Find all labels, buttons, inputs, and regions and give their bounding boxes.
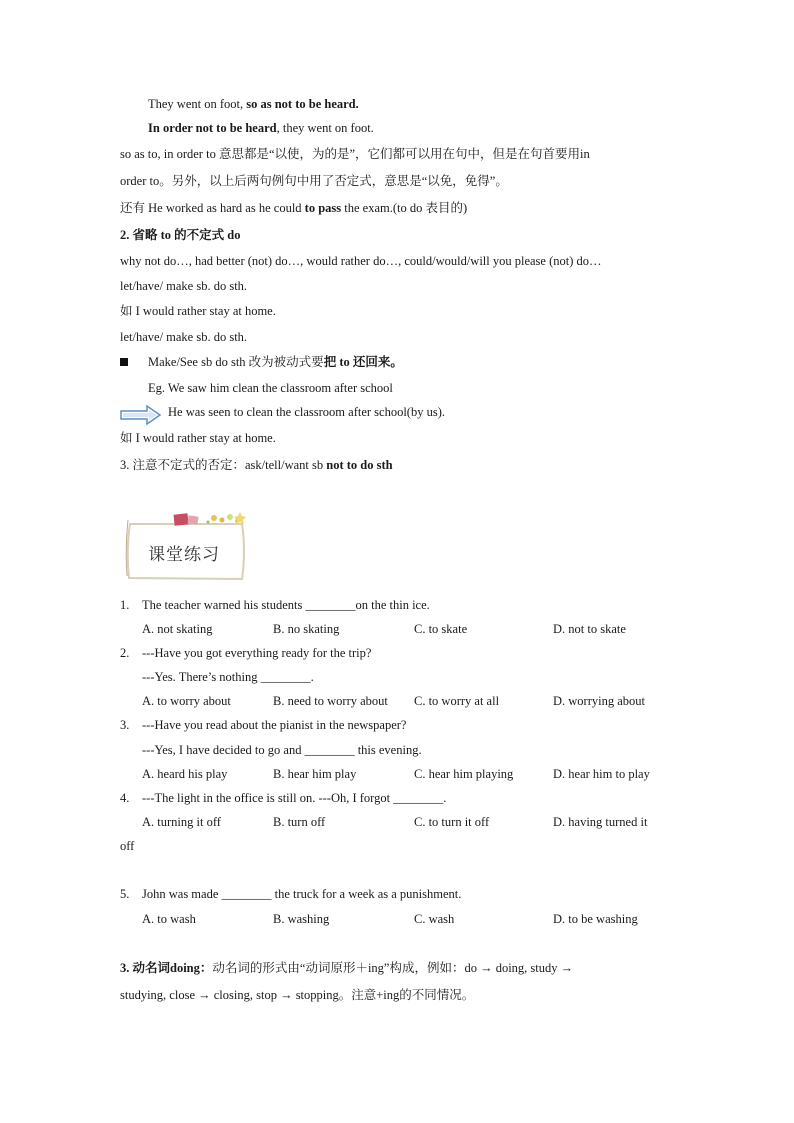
question-3: 3. ---Have you read about the pianist in the newspaper? [120,718,407,732]
q1-option-d: D. not to skate [553,622,626,636]
omit-line-1: why not do…, had better (not) do…, would rather do…, could/would/will you please (not) do… [120,254,602,268]
q4-option-d-wrap: off [120,839,135,853]
question-5: 5. John was made ________ the truck for a week as a punishment. [120,887,462,901]
omit-line-3: 如 I would rather stay at home. [120,304,276,318]
q1-option-c: C. to skate [414,622,468,636]
section-badge-title: 课堂练习 [148,545,220,565]
question-3-line-2: ---Yes, I have decided to go and ________ this evening. [142,743,422,757]
eg-line-2: He was seen to clean the classroom after school(by us). [168,405,445,419]
q5-option-b: B. washing [273,912,330,926]
arrow-right-icon [120,404,162,426]
question-2: 2. ---Have you got everything ready for the trip? [120,646,372,660]
q3-option-b: B. hear him play [273,767,357,781]
q2-option-b: B. need to worry about [273,694,388,708]
q5-option-c: C. wash [414,912,455,926]
question-1: 1. The teacher warned his students ________on the thin ice. [120,598,430,612]
q1-option-b: B. no skating [273,622,340,636]
square-bullet-icon [120,358,128,366]
omit-line-4: let/have/ make sb. do sth. [120,330,248,344]
example-sentence-2: In order not to be heard, they went on foot. [148,121,374,135]
q2-option-d: D. worrying about [553,694,645,708]
question-2-line-2: ---Yes. There’s nothing ________. [142,670,314,684]
q3-option-a: A. heard his play [142,767,228,781]
heading-negative-infinitive: 3. 注意不定式的否定：ask/tell/want sb not to do sth [120,458,393,472]
q4-option-c: C. to turn it off [414,815,490,829]
omit-line-2: let/have/ make sb. do sth. [120,279,248,293]
q3-option-c: C. hear him playing [414,767,514,781]
q1-option-a: A. not skating [142,622,213,636]
gerund-line-1: 3. 动名词doing：动名词的形式由“动词原形＋ing”构成，例如：do → doing, study → [120,961,574,975]
gerund-line-2: studying, close → closing, stop → stopping。注意+ing的不同情况。 [120,988,475,1002]
example-sentence-1: They went on foot, so as not to be heard. [148,97,359,111]
q5-option-d: D. to be washing [553,912,638,926]
q2-option-a: A. to worry about [142,694,231,708]
question-4: 4. ---The light in the office is still on. ---Oh, I forgot ________. [120,791,447,805]
omit-line-5: 如 I would rather stay at home. [120,431,276,445]
eg-line-1: Eg. We saw him clean the classroom after school [148,381,393,395]
bullet-note: Make/See sb do sth 改为被动式要把 to 还回来。 [148,355,403,369]
note-line-1: so as to, in order to 意思都是“以使，为的是”，它们都可以用在句中，但是在句首要用in [120,147,590,161]
q4-option-b: B. turn off [273,815,326,829]
q5-option-a: A. to wash [142,912,196,926]
q4-option-d: D. having turned it [553,815,648,829]
note-line-2: order to。另外，以上后两句例句中用了否定式，意思是“以免，免得”。 [120,174,508,188]
q3-option-d: D. hear him to play [553,767,650,781]
heading-omit-to: 2. 省略 to 的不定式 do [120,228,241,242]
q2-option-c: C. to worry at all [414,694,500,708]
q4-option-a: A. turning it off [142,815,221,829]
note-line-3: 还有 He worked as hard as he could to pass the exam.(to do 表目的) [120,201,468,215]
